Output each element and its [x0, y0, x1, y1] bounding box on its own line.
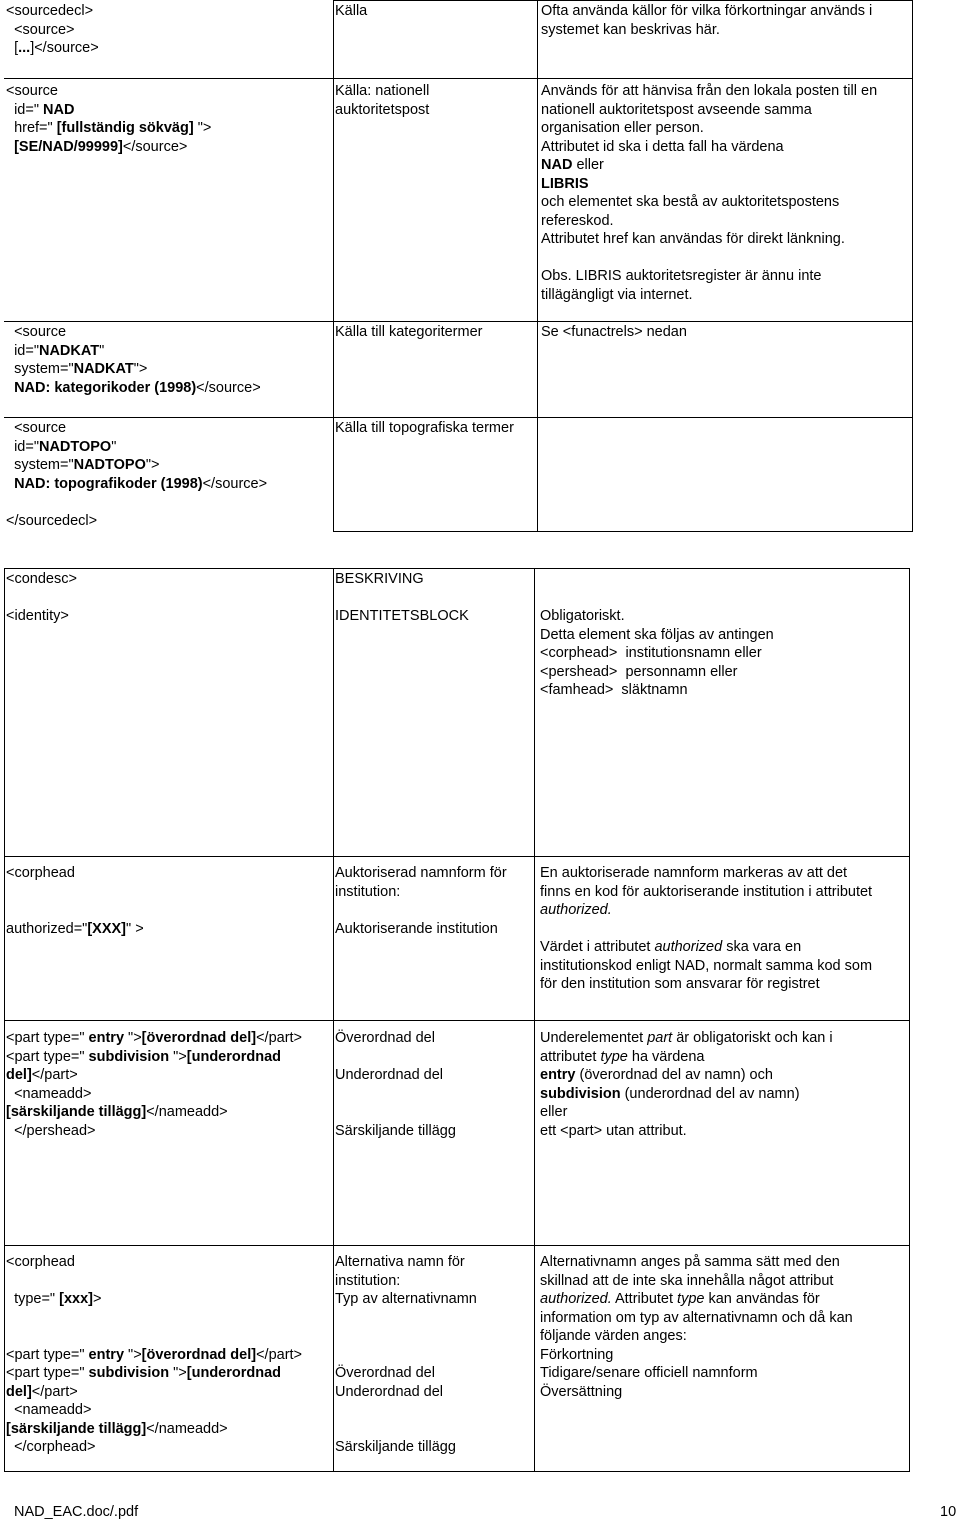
text-segment: auktoritetspost [335, 101, 430, 118]
text-segment: <source> [6, 21, 75, 38]
text-line [335, 589, 469, 608]
text-segment: NADTOPO [38, 438, 112, 455]
text-segment: authorized [654, 939, 723, 955]
text-segment: NAD [541, 157, 573, 173]
text-segment: information om typ av alternativnamn och då kan [540, 1309, 853, 1326]
text-segment: authorized. [540, 1291, 612, 1307]
text-line [6, 589, 77, 608]
text-line [6, 1383, 302, 1402]
text-line [540, 1383, 853, 1402]
text-line [540, 570, 774, 589]
table1-divider-col2 [537, 0, 538, 532]
text-segment: Attributet id ska i detta fall ha värdena [541, 138, 784, 155]
text-segment: authorized. [540, 902, 612, 918]
text-segment: "> [169, 1048, 187, 1065]
table2-desc-cell [540, 1253, 853, 1401]
text-segment: Underordnad del [335, 1067, 444, 1083]
text-segment: Obs. LIBRIS auktoritetsregister är ännu inte [541, 268, 822, 284]
text-line [540, 957, 872, 976]
text-line [540, 1364, 853, 1383]
text-line [541, 230, 877, 249]
text-segment [74, 102, 78, 118]
text-line [540, 681, 774, 700]
table2-desc-cell [540, 1029, 833, 1140]
text-line [541, 286, 877, 305]
text-line [6, 1253, 302, 1272]
text-line [6, 1085, 302, 1104]
text-segment: <nameadd> [6, 1085, 92, 1102]
text-line [540, 1103, 833, 1122]
text-line [6, 1122, 302, 1141]
text-segment: authorized=" [6, 920, 88, 937]
text-segment: Alternativa namn för [335, 1254, 465, 1270]
table2-label-cell [335, 864, 507, 938]
text-segment: Källa till topografiska termer [335, 420, 514, 436]
text-segment: Ofta använda källor för vilka förkortningar används i [541, 3, 873, 19]
text-line [335, 1438, 477, 1457]
text-line [6, 901, 144, 920]
text-segment: <source [6, 324, 67, 340]
text-line [540, 920, 872, 939]
text-segment: institution: [335, 1272, 401, 1289]
text-segment: Alternativnamn anges på samma sätt med den [540, 1254, 840, 1270]
text-segment: "> [169, 1365, 187, 1381]
text-line [541, 101, 877, 120]
table1-divider-col1 [333, 0, 334, 532]
text-segment: </source> [202, 475, 268, 492]
text-segment: system=" [6, 361, 74, 377]
text-segment: <corphead [6, 865, 75, 881]
text-line [6, 1066, 302, 1085]
text-segment: Attributet [611, 1291, 678, 1307]
text-segment: del] [6, 1383, 32, 1400]
text-segment: [fullständig sökväg] [56, 120, 194, 136]
text-line [6, 438, 267, 457]
text-segment: Detta element ska följas av antingen [540, 626, 774, 643]
text-segment: <corphead [6, 1254, 75, 1270]
table1-row-divider [4, 321, 913, 322]
text-segment: NAD: topografikoder (1998) [14, 475, 203, 492]
table2-label-cell [335, 570, 469, 626]
text-segment: <part type=" [6, 1365, 89, 1381]
text-segment: <source [6, 420, 67, 436]
text-line [541, 249, 877, 268]
table2-border-top [4, 568, 910, 569]
text-line [540, 975, 872, 994]
text-line [6, 101, 211, 120]
text-segment: NAD: kategorikoder (1998) [14, 379, 197, 396]
text-segment: NADKAT [38, 342, 100, 359]
text-line [541, 193, 877, 212]
text-segment: eller [540, 1104, 568, 1120]
text-segment: Särskiljande tillägg [335, 1439, 456, 1455]
text-line [540, 1029, 833, 1048]
text-line [335, 1029, 456, 1048]
text-segment: ... [18, 40, 31, 56]
text-segment: institutionskod enligt NAD, normalt samma kod som [540, 957, 873, 974]
text-line [335, 1401, 477, 1420]
text-line [335, 101, 429, 120]
text-segment: Obligatoriskt. [540, 608, 625, 624]
text-segment: entry [88, 1346, 125, 1363]
table1-row-divider [4, 78, 913, 79]
table2-row-divider [4, 1245, 910, 1246]
text-segment: entry [88, 1030, 125, 1046]
text-segment: id=" [6, 101, 43, 118]
text-line [541, 138, 877, 157]
text-line [6, 493, 267, 512]
text-line [6, 1327, 302, 1346]
text-segment: </part> [31, 1383, 78, 1400]
table2-code-cell [6, 864, 144, 938]
text-line [540, 626, 774, 645]
text-segment: type=" [6, 1291, 60, 1307]
text-segment: <part type=" [6, 1030, 89, 1046]
text-segment: Särskiljande tillägg [335, 1122, 456, 1139]
text-segment: Värdet i attributet [540, 939, 655, 955]
text-segment: Auktoriserande institution [335, 920, 498, 937]
text-line [540, 1327, 853, 1346]
text-segment: [överordnad del] [141, 1030, 257, 1046]
text-segment: subdivision [88, 1365, 170, 1381]
text-segment: [särskiljande tillägg] [6, 1420, 147, 1437]
text-segment: </source> [196, 379, 261, 396]
text-segment: finns en kod för auktoriserande institution i attributet [540, 883, 873, 900]
text-segment: ha värdena [627, 1048, 705, 1065]
text-segment: institution: [335, 883, 401, 900]
table1-code-cell [6, 2, 99, 58]
text-line [335, 920, 507, 939]
footer-filename: NAD_EAC.doc/.pdf [14, 1504, 139, 1520]
text-segment: </corphead> [6, 1439, 96, 1455]
text-segment: subdivision [88, 1048, 170, 1065]
text-segment: system=" [6, 457, 74, 473]
text-line [6, 2, 99, 21]
text-segment: eller [572, 157, 604, 173]
text-segment: "> [124, 1346, 142, 1363]
text-segment: Källa: nationell [335, 83, 430, 99]
table1-label-cell [335, 82, 429, 119]
text-line [6, 82, 211, 101]
text-line [335, 1309, 477, 1328]
text-line [335, 419, 514, 438]
text-line [540, 607, 774, 626]
text-segment: subdivision [540, 1085, 621, 1102]
table2-row-divider [4, 1020, 910, 1021]
text-line [6, 342, 261, 361]
text-segment: " [111, 438, 117, 455]
text-segment: NADTOPO [73, 457, 146, 473]
text-segment: <nameadd> [6, 1402, 92, 1418]
table2-desc-cell [540, 864, 872, 994]
text-line [335, 1103, 456, 1122]
table1-desc-cell [541, 82, 877, 304]
text-segment: id=" [6, 438, 39, 455]
text-segment: del] [6, 1067, 32, 1083]
text-line [540, 1290, 853, 1309]
text-line [541, 267, 877, 286]
table1-code-cell [6, 82, 211, 156]
text-segment: attributet [540, 1048, 601, 1065]
text-segment: (överordnad del av namn) och [575, 1067, 773, 1083]
text-segment: " [99, 342, 105, 359]
table2-border-bottom [4, 1471, 910, 1472]
text-line [6, 1029, 302, 1048]
text-segment: ett <part> utan attribut. [540, 1122, 687, 1139]
text-line [541, 156, 877, 175]
text-line [335, 1327, 477, 1346]
text-segment: Tidigare/senare officiell namnform [540, 1365, 758, 1381]
text-segment: Källa till kategoritermer [335, 324, 483, 340]
text-segment: part [647, 1030, 673, 1046]
text-segment: Översättning [540, 1383, 623, 1400]
text-line [541, 323, 687, 342]
text-segment [6, 476, 14, 492]
table1-code-cell [6, 419, 267, 530]
table2-label-cell [335, 1253, 477, 1457]
text-segment: [särskiljande tillägg] [6, 1104, 147, 1120]
text-segment: <part type=" [6, 1048, 89, 1065]
text-line [6, 138, 211, 157]
text-segment [6, 139, 14, 155]
text-line [335, 1364, 477, 1383]
text-segment: <condesc> [6, 571, 77, 587]
table2-row-divider [4, 856, 910, 857]
text-segment: "> [145, 457, 160, 473]
text-segment: [ [6, 40, 19, 56]
text-line [6, 419, 267, 438]
text-segment: " > [126, 920, 144, 937]
text-line [335, 82, 429, 101]
text-line [6, 1103, 302, 1122]
text-segment: </source> [122, 138, 188, 155]
text-segment: Källa [335, 3, 368, 19]
text-segment: [överordnad del] [141, 1346, 257, 1363]
text-segment: <pershead> personnamn eller [540, 663, 738, 680]
text-line [6, 920, 144, 939]
text-line [541, 2, 872, 21]
text-segment: </pershead> [6, 1122, 96, 1139]
text-segment: Attributet href kan användas för direkt länkning. [541, 231, 845, 247]
text-line [540, 1048, 833, 1067]
text-line [541, 212, 877, 231]
text-segment: ska vara en [722, 939, 802, 955]
text-segment: href=" [6, 120, 57, 136]
text-segment: type [600, 1048, 628, 1065]
text-segment: <corphead> institutionsnamn eller [540, 645, 762, 661]
text-segment: entry [540, 1067, 576, 1083]
text-segment: Underelementet [540, 1030, 648, 1046]
text-line [335, 1066, 456, 1085]
text-line [6, 1364, 302, 1383]
text-line [335, 1122, 456, 1141]
text-line [540, 901, 872, 920]
table1-label-cell [335, 323, 482, 342]
text-line [335, 1290, 477, 1309]
text-line [6, 1272, 302, 1291]
text-segment: Underordnad del [335, 1383, 444, 1400]
text-line [540, 1066, 833, 1085]
text-line [335, 883, 507, 902]
text-segment: tillägängligt via internet. [541, 286, 693, 303]
text-line [541, 175, 877, 194]
text-segment: [xxx] [59, 1291, 93, 1307]
text-segment: id=" [6, 342, 39, 359]
text-line [6, 360, 261, 379]
text-segment: nationell auktoritetspost avseende samma [541, 101, 812, 118]
text-segment: [SE/NAD/99999] [14, 138, 123, 155]
text-segment: Typ av alternativnamn [335, 1291, 477, 1307]
text-segment: <sourcedecl> [6, 3, 94, 19]
text-segment: NAD [43, 101, 75, 118]
table1-label-cell [335, 2, 367, 21]
text-segment: <identity> [6, 608, 69, 624]
text-segment: "> [124, 1030, 142, 1046]
text-segment: Förkortning [540, 1346, 614, 1363]
text-line [335, 323, 482, 342]
table1-label-cell [335, 419, 514, 438]
text-line [541, 21, 872, 40]
text-line [6, 1438, 302, 1457]
text-line [540, 589, 774, 608]
text-line [6, 379, 261, 398]
text-segment: En auktoriserade namnform markeras av att det [540, 865, 848, 881]
text-segment: BESKRIVING [335, 571, 424, 587]
text-line [540, 1253, 853, 1272]
table1-code-cell [6, 323, 261, 397]
text-line [6, 607, 77, 626]
text-segment: LIBRIS [541, 175, 589, 192]
text-segment: </nameadd> [146, 1104, 228, 1120]
text-segment: NADKAT [73, 361, 134, 377]
text-line [6, 1048, 302, 1067]
text-line [335, 1272, 477, 1291]
text-line [6, 39, 99, 58]
text-line [540, 1272, 853, 1291]
text-segment: </part> [256, 1030, 303, 1046]
table1-border-bottom [333, 531, 913, 532]
text-segment: <famhead> släktnamn [540, 682, 688, 698]
text-line [6, 1290, 302, 1309]
text-line [541, 119, 877, 138]
table1-desc-cell [541, 323, 687, 342]
text-segment [6, 380, 14, 396]
text-segment: Auktoriserad namnform för [335, 865, 507, 881]
text-segment: Används för att hänvisa från den lokala posten till en [541, 83, 878, 99]
text-segment: (underordnad del av namn) [620, 1085, 800, 1102]
text-line [540, 1346, 853, 1365]
text-line [6, 883, 144, 902]
text-segment: [XXX] [87, 920, 127, 937]
text-segment: </part> [256, 1346, 303, 1363]
text-line [6, 570, 77, 589]
text-segment: > [92, 1291, 102, 1307]
text-segment: Se <funactrels> nedan [541, 324, 687, 340]
text-line [335, 1048, 456, 1067]
text-segment: och elementet ska bestå av auktoritetspostens [541, 194, 840, 210]
table1-row-divider [4, 417, 913, 418]
text-line [335, 1085, 456, 1104]
table2-code-cell [6, 1253, 302, 1457]
text-line [335, 1346, 477, 1365]
table2-desc-cell [540, 570, 774, 700]
text-segment: är obligatoriskt och kan i [672, 1030, 833, 1046]
text-line [540, 1309, 853, 1328]
text-line [6, 1420, 302, 1439]
text-segment: Överordnad del [335, 1365, 435, 1381]
text-line [6, 1309, 302, 1328]
text-line [335, 2, 367, 21]
text-segment: IDENTITETSBLOCK [335, 608, 469, 624]
text-segment: type [677, 1291, 705, 1307]
text-line [541, 82, 877, 101]
text-line [6, 323, 261, 342]
text-segment: <source [6, 83, 58, 99]
text-line [6, 119, 211, 138]
text-segment: </sourcedecl> [6, 512, 98, 529]
text-segment: [underordnad [186, 1365, 282, 1381]
text-segment: "> [133, 361, 148, 377]
text-segment: </nameadd> [146, 1420, 228, 1437]
text-segment: organisation eller person. [541, 120, 704, 136]
text-line [540, 644, 774, 663]
text-segment: systemet kan beskrivas här. [541, 21, 720, 38]
text-segment: följande värden anges: [540, 1328, 687, 1344]
text-line [540, 1122, 833, 1141]
text-line [335, 607, 469, 626]
text-line [6, 475, 267, 494]
text-segment: [underordnad [186, 1048, 282, 1065]
text-line [335, 864, 507, 883]
text-segment: ]</source> [30, 40, 99, 56]
text-line [6, 456, 267, 475]
text-segment: kan användas för [704, 1291, 820, 1307]
text-segment: för den institution som ansvarar för registret [540, 976, 820, 992]
table1-border-right [912, 0, 913, 532]
text-line [335, 1420, 477, 1439]
table2-label-cell [335, 1029, 456, 1140]
table2-code-cell [6, 570, 77, 626]
table1-desc-cell [541, 2, 872, 39]
text-segment: <part type=" [6, 1346, 89, 1363]
table2-code-cell [6, 1029, 302, 1140]
text-line [540, 938, 872, 957]
text-line [335, 901, 507, 920]
text-line [540, 864, 872, 883]
text-line [335, 1383, 477, 1402]
text-line [540, 663, 774, 682]
table1-border-top [333, 0, 913, 1]
text-line [6, 1346, 302, 1365]
text-line [6, 1401, 302, 1420]
text-line [540, 1085, 833, 1104]
text-segment: refereskod. [541, 212, 614, 229]
text-segment: "> [193, 120, 212, 136]
text-line [6, 864, 144, 883]
footer-page-number: 10 [940, 1504, 957, 1520]
text-segment: </part> [31, 1067, 78, 1083]
text-line [335, 570, 469, 589]
text-segment: Överordnad del [335, 1030, 435, 1046]
text-line [540, 883, 872, 902]
text-segment: skillnad att de inte ska innehålla något attribut [540, 1272, 834, 1289]
text-line [335, 1253, 477, 1272]
text-line [6, 512, 267, 531]
text-line [6, 21, 99, 40]
